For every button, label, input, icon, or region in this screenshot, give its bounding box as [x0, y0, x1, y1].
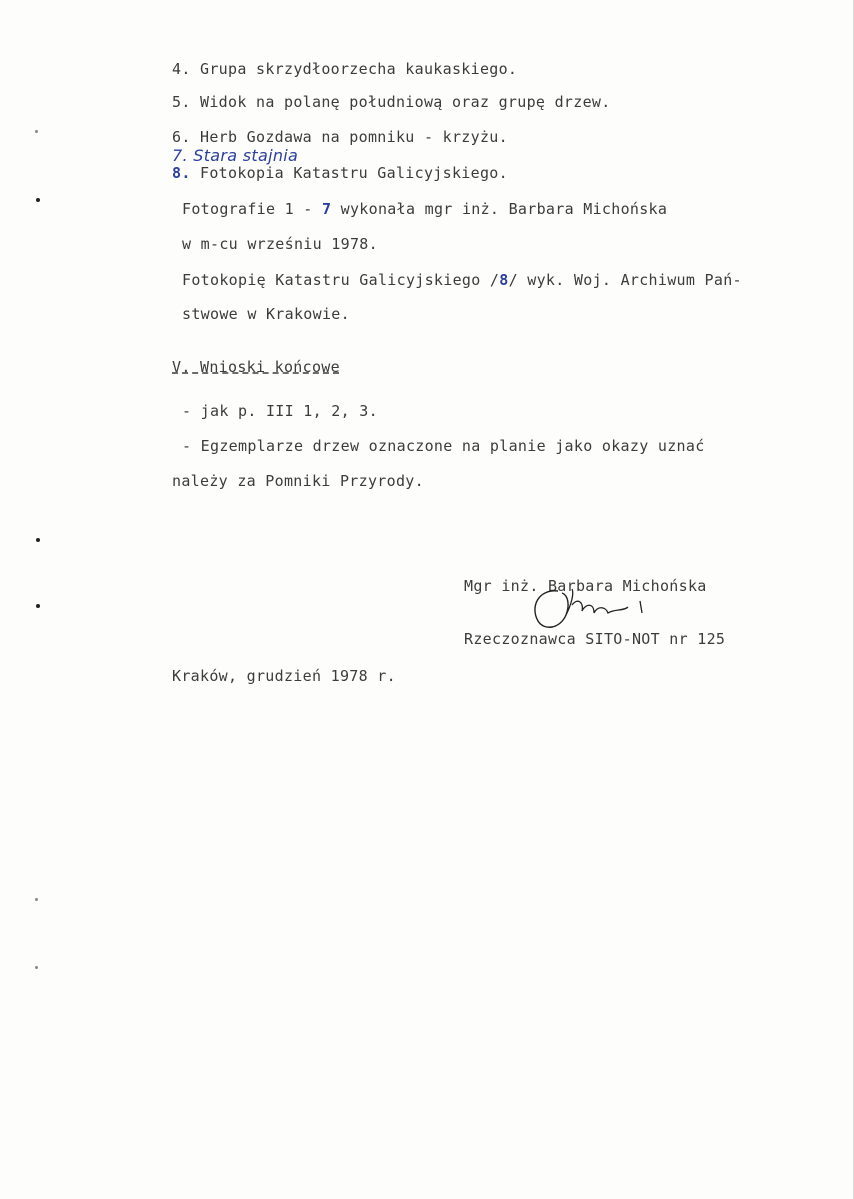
note-line: stwowe w Krakowie.	[182, 305, 350, 323]
handwritten-list-item: 7. Stara stajnia	[172, 146, 299, 165]
place-date: Kraków, grudzień 1978 r.	[172, 667, 396, 685]
margin-mark	[35, 966, 38, 969]
note-line: Fotokopię Katastru Galicyjskiego /8/ wyk. Woj. Archiwum Pań-	[182, 271, 742, 289]
signatory-title: Rzeczoznawca SITO-NOT nr 125	[464, 630, 726, 648]
note-line: w m-cu wrześniu 1978.	[182, 235, 378, 253]
section-line: - Egzemplarze drzew oznaczone na planie jako okazy uznać	[182, 437, 705, 455]
section-heading: V. Wnioski końcowe	[172, 358, 340, 376]
signatory-name: Mgr inż. Barbara Michońska	[464, 577, 707, 595]
margin-mark	[35, 130, 38, 133]
list-item: 5. Widok na polanę południową oraz grupę drzew.	[172, 93, 611, 111]
section-line: - jak p. III 1, 2, 3.	[182, 402, 378, 420]
list-item: 4. Grupa skrzydłoorzecha kaukaskiego.	[172, 60, 518, 78]
note-line: Fotografie 1 - 7 wykonała mgr inż. Barbara Michońska	[182, 200, 668, 218]
list-item: 6. Herb Gozdawa na pomniku - krzyżu.	[172, 128, 508, 146]
margin-mark	[36, 198, 40, 202]
margin-mark	[35, 898, 38, 901]
margin-mark	[36, 604, 40, 608]
section-line: należy za Pomniki Przyrody.	[172, 472, 424, 490]
margin-mark	[36, 538, 40, 542]
list-item: 8. Fotokopia Katastru Galicyjskiego.	[172, 164, 508, 182]
